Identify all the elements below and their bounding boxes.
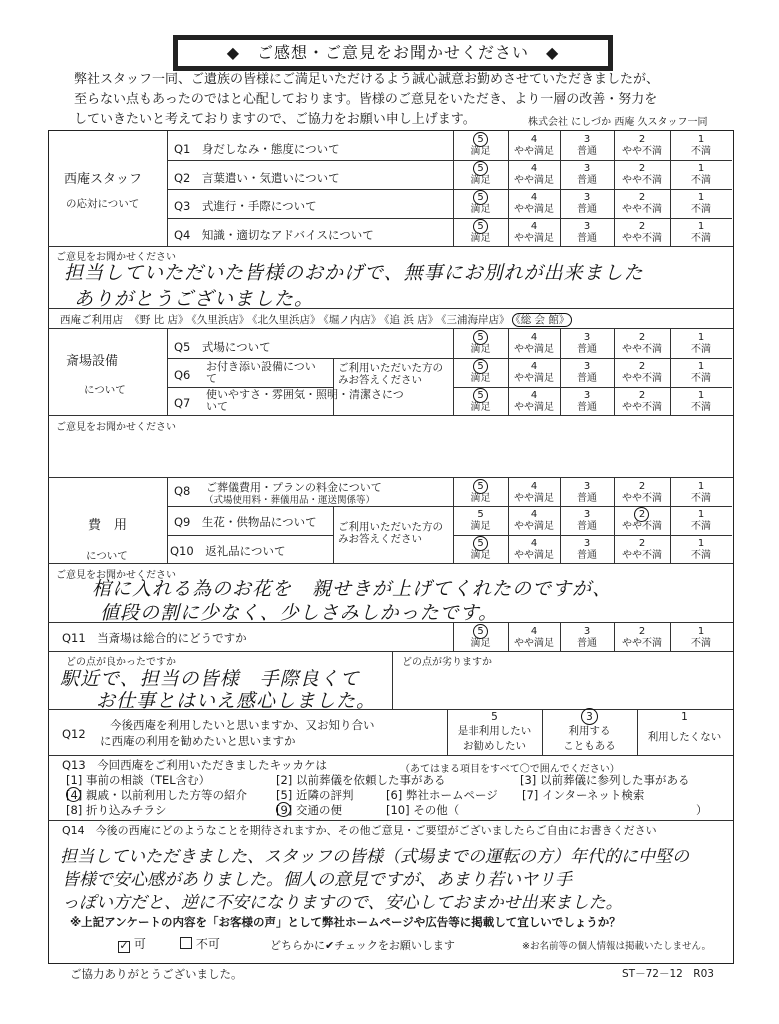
q8-option-2[interactable]: 2 やや不満 <box>622 481 662 504</box>
q11-option-2[interactable]: 2 やや不満 <box>622 626 662 649</box>
q11-selected-mark <box>473 624 488 639</box>
form-code: ST－72－12 R03 <box>622 968 714 980</box>
q5-option-1[interactable]: 1 不満 <box>691 332 711 355</box>
q7-option-2[interactable]: 2 やや不満 <box>622 390 662 413</box>
q3-option-4[interactable]: 4 やや満足 <box>514 192 554 215</box>
q10-option-3[interactable]: 3 普通 <box>577 538 597 561</box>
q1-selected-mark <box>473 132 488 147</box>
q12-text-2: に西庵の利用を勧めたいと思いますか <box>100 734 296 748</box>
q13-option-2[interactable]: [2] 以前葬儀を依頼した事がある <box>276 773 446 787</box>
q14-label: Q14 今後の西庵にどのようなことを期待されますか、その他ご意見・ご要望がございましたらご自由にお書きください <box>62 824 657 837</box>
footer-thanks: ご協力ありがとうございました。 <box>70 967 243 981</box>
q12-no: Q12 <box>62 727 86 741</box>
intro-signature: 株式会社 にしづか 西庵 久スタッフ一同 <box>528 117 708 128</box>
q3-option-5[interactable]: 5 満足 <box>470 192 491 215</box>
q8-option-4[interactable]: 4 やや満足 <box>514 481 554 504</box>
q11-option-4[interactable]: 4 やや満足 <box>514 626 554 649</box>
q4-selected-mark <box>473 219 488 234</box>
cost-group-sub: について <box>86 550 128 562</box>
q10-option-5[interactable]: 5 満足 <box>470 538 491 561</box>
q3-selected-mark <box>473 190 488 205</box>
q2-option-5[interactable]: 5 満足 <box>470 163 491 186</box>
q8-option-1[interactable]: 1 不満 <box>691 481 711 504</box>
venue-item-2[interactable]: 《北久里浜店》 <box>252 314 321 326</box>
q3-option-2[interactable]: 2 やや不満 <box>622 192 662 215</box>
facility-group-title: 斎場設備 <box>66 354 119 369</box>
q9-option-2[interactable]: 2 やや不満 <box>622 509 662 532</box>
q4-option-3[interactable]: 3 普通 <box>577 221 597 244</box>
venue-item-6[interactable]: 《総 会 館》 <box>512 313 572 327</box>
q13-label: Q13 今回西庵をご利用いただきましたキッカケは <box>62 758 327 772</box>
q1-option-5[interactable]: 5 満足 <box>470 134 491 157</box>
q2-option-2[interactable]: 2 やや不満 <box>622 163 662 186</box>
q6-option-2[interactable]: 2 やや不満 <box>622 361 662 384</box>
q12-option-5[interactable]: 5 是非利用したい お勧めしたい <box>457 711 532 752</box>
q10-label: Q10 返礼品について <box>170 544 286 558</box>
consent-question: ※上記アンケートの内容を「お客様の声」として弊社ホームページや広告等に掲載して宜しいでしょうか？ <box>70 915 621 929</box>
q4-option-1[interactable]: 1 不満 <box>691 221 711 244</box>
q9-option-3[interactable]: 3 普通 <box>577 509 597 532</box>
q1-option-1[interactable]: 1 不満 <box>691 134 711 157</box>
q6-selected-mark <box>473 359 488 374</box>
q9-option-1[interactable]: 1 不満 <box>691 509 711 532</box>
q9-selected-mark <box>634 507 649 522</box>
q10-selected-mark <box>473 536 488 551</box>
intro-line-3: していきたいと考えておりますので、ご協力をお願い申し上げます。 <box>74 112 476 127</box>
q2-option-3[interactable]: 3 普通 <box>577 163 597 186</box>
q1-option-3[interactable]: 3 普通 <box>577 134 597 157</box>
q10-option-4[interactable]: 4 やや満足 <box>514 538 554 561</box>
q11-option-1[interactable]: 1 不満 <box>691 626 711 649</box>
form-title: ◆ ご感想・ご意見をお聞かせください ◆ <box>176 38 610 68</box>
q10-option-2[interactable]: 2 やや不満 <box>622 538 662 561</box>
q6-option-3[interactable]: 3 普通 <box>577 361 597 384</box>
staff-opinion-label: ご意見をお聞かせください <box>56 252 176 263</box>
q13-mark-4 <box>66 787 81 802</box>
q7-selected-mark <box>473 388 488 403</box>
q7-no: Q7 <box>174 396 191 410</box>
consent-no[interactable]: 不可 <box>180 935 220 952</box>
q5-selected-mark <box>473 330 488 345</box>
cost-opinion-line-2: 値段の割に少なく、少しさみしかったです。 <box>100 602 499 624</box>
q11-good-line-2: お仕事とはいえ感心しました。 <box>96 690 377 712</box>
q13-mark-9 <box>276 802 291 817</box>
cost-group-title: 費 用 <box>88 518 128 533</box>
q14-answer-line-2: 皆様で安心感がありました。個人の意見ですが、あまり若いヤリ手 <box>62 870 572 890</box>
q6-no: Q6 <box>174 368 191 382</box>
q5-label: Q5 式場について <box>174 340 271 354</box>
q1-label: Q1 身だしなみ・態度について <box>174 142 340 156</box>
q14-answer-line-3: っぽい方だと、逆に不安になりますので、安心しておまかせ出来ました。 <box>62 893 623 913</box>
q9-option-4[interactable]: 4 やや満足 <box>514 509 554 532</box>
q11-good-label: どの点が良かったですか <box>66 657 176 668</box>
q11-option-5[interactable]: 5 満足 <box>470 626 491 649</box>
q2-option-1[interactable]: 1 不満 <box>691 163 711 186</box>
q13-option-9[interactable]: [9] 交通の便 <box>276 803 342 817</box>
q12-option-3[interactable]: 3 利用する こともある <box>563 711 616 752</box>
q11-option-3[interactable]: 3 普通 <box>577 626 597 649</box>
q7-option-5[interactable]: 5 満足 <box>470 390 491 413</box>
q6-option-5[interactable]: 5 満足 <box>470 361 491 384</box>
q6-text: お付き添い設備について <box>206 360 316 385</box>
facility-note: ご利用いただいた方のみお答えください <box>338 362 443 386</box>
q12-option-1[interactable]: 1 利用したくない <box>647 711 722 743</box>
q13-option-7[interactable]: [7] インターネット検索 <box>522 788 645 802</box>
q13-option-8[interactable]: [8] 折り込みチラシ <box>66 803 167 817</box>
q2-selected-mark <box>473 161 488 176</box>
consent-instruction: どちらかに✔チェックをお願いします <box>270 939 455 952</box>
q12-selected-mark <box>581 708 598 725</box>
q11-label: Q11 当斎場は総合的にどうですか <box>62 631 247 645</box>
q11-good-line-1: 駅近で、担当の皆様 手際良くて <box>60 668 360 690</box>
q13-option-4[interactable]: [4] 親戚・以前利用した方等の紹介 <box>66 788 247 802</box>
q12-text-1: 今後西庵を利用したいと思いますか、又お知り合い <box>110 718 375 732</box>
q10-option-1[interactable]: 1 不満 <box>691 538 711 561</box>
q7-option-4[interactable]: 4 やや満足 <box>514 390 554 413</box>
q13-option-10[interactable]: [10] その他（ <box>386 803 460 817</box>
consent-yes[interactable]: ✓ 可 <box>119 937 146 952</box>
consent-yes-checkbox: ✓ <box>119 939 129 952</box>
q4-option-5[interactable]: 5 満足 <box>470 221 491 244</box>
q3-option-1[interactable]: 1 不満 <box>691 192 711 215</box>
q7-option-3[interactable]: 3 普通 <box>577 390 597 413</box>
q2-option-4[interactable]: 4 やや満足 <box>514 163 554 186</box>
staff-group-sub: の応対について <box>66 198 140 210</box>
q1-option-2[interactable]: 2 やや不満 <box>622 134 662 157</box>
q13-hint: （あてはまる項目をすべて〇で囲んでください） <box>400 764 620 775</box>
q6-option-1[interactable]: 1 不満 <box>691 361 711 384</box>
staff-opinion-line-1: 担当していただいた皆様のおかげで、無事にお別れが出来ました <box>64 262 644 284</box>
staff-opinion-line-2: ありがとうございました。 <box>74 288 315 310</box>
q13-option-3[interactable]: [3] 以前葬儀に参列した事がある <box>520 773 690 787</box>
q6-option-4[interactable]: 4 やや満足 <box>514 361 554 384</box>
consent-no-checkbox <box>180 937 192 949</box>
q3-option-3[interactable]: 3 普通 <box>577 192 597 215</box>
q14-answer-line-1: 担当していただきました、スタッフの皆様（式場までの運転の方）年代的に中堅の <box>60 847 689 867</box>
q8-sub: （式場使用料・葬儀用品・運送関係等） <box>204 495 376 506</box>
q7-option-1[interactable]: 1 不満 <box>691 390 711 413</box>
q2-label: Q2 言葉遣い・気遣いについて <box>174 171 340 185</box>
q9-option-5[interactable]: 5 満足 <box>470 509 491 532</box>
q4-option-2[interactable]: 2 やや不満 <box>622 221 662 244</box>
privacy-note: ※お名前等の個人情報は掲載いたしません。 <box>522 941 712 952</box>
cost-opinion-line-1: 棺に入れる為のお花を 親せきが上げてくれたのですが、 <box>92 578 613 600</box>
q5-option-2[interactable]: 2 やや不満 <box>622 332 662 355</box>
q3-label: Q3 式進行・手際について <box>174 199 317 213</box>
intro-line-1: 弊社スタッフ一同、ご遺族の皆様にご満足いただけるよう誠心誠意お勤めさせていただきましたが、 <box>74 72 660 87</box>
staff-group-title: 西庵スタッフ <box>64 172 143 187</box>
q13-option-1[interactable]: [1] 事前の相談（TEL含む） <box>66 773 211 787</box>
venue-item-5[interactable]: 《三浦海岸店》 <box>441 314 510 326</box>
facility-group-sub: について <box>84 384 126 396</box>
q8-option-3[interactable]: 3 普通 <box>577 481 597 504</box>
q8-selected-mark <box>473 479 488 494</box>
q9-label: Q9 生花・供物品について <box>174 515 317 529</box>
venue-list: 西庵ご利用店 《野 比 店》 《久里浜店》 《北久里浜店》 《堀ノ内店》 《追 浜 店》 《三浦海岸店》 《総 会 館》 <box>60 312 572 327</box>
intro-line-2: 至らない点もあったのではと心配しております。皆様のご意見をいただき、より一層の改善・努力を <box>74 92 658 107</box>
q11-bad-label: どの点が劣りますか <box>402 657 492 668</box>
q8-text: ご葬儀費用・プランの料金について <box>206 481 382 494</box>
q1-option-4[interactable]: 4 やや満足 <box>514 134 554 157</box>
q5-option-4[interactable]: 4 やや満足 <box>514 332 554 355</box>
venue-item-0[interactable]: 《野 比 店》 <box>129 314 189 326</box>
facility-opinion-label: ご意見をお聞かせください <box>56 422 176 433</box>
q5-option-5[interactable]: 5 満足 <box>470 332 491 355</box>
q7-text: 使いやすさ・雰囲気・照明・清潔さについて <box>206 388 404 413</box>
venue-item-1[interactable]: 《久里浜店》 <box>191 314 250 326</box>
venue-item-3[interactable]: 《堀ノ内店》 <box>323 314 382 326</box>
q4-option-4[interactable]: 4 やや満足 <box>514 221 554 244</box>
cost-note: ご利用いただいた方のみお答えください <box>338 521 443 545</box>
cost-opinion-label: ご意見をお聞かせください <box>56 570 176 581</box>
q13-option-6[interactable]: [6] 弊社ホームページ <box>386 788 498 802</box>
q8-option-5[interactable]: 5 満足 <box>470 481 491 504</box>
q13-option-10-close: ） <box>696 803 708 817</box>
q4-label: Q4 知識・適切なアドバイスについて <box>174 228 374 242</box>
q8-no: Q8 <box>174 484 191 498</box>
q5-option-3[interactable]: 3 普通 <box>577 332 597 355</box>
venue-item-4[interactable]: 《追 浜 店》 <box>384 314 439 326</box>
q13-option-5[interactable]: [5] 近隣の評判 <box>276 788 354 802</box>
